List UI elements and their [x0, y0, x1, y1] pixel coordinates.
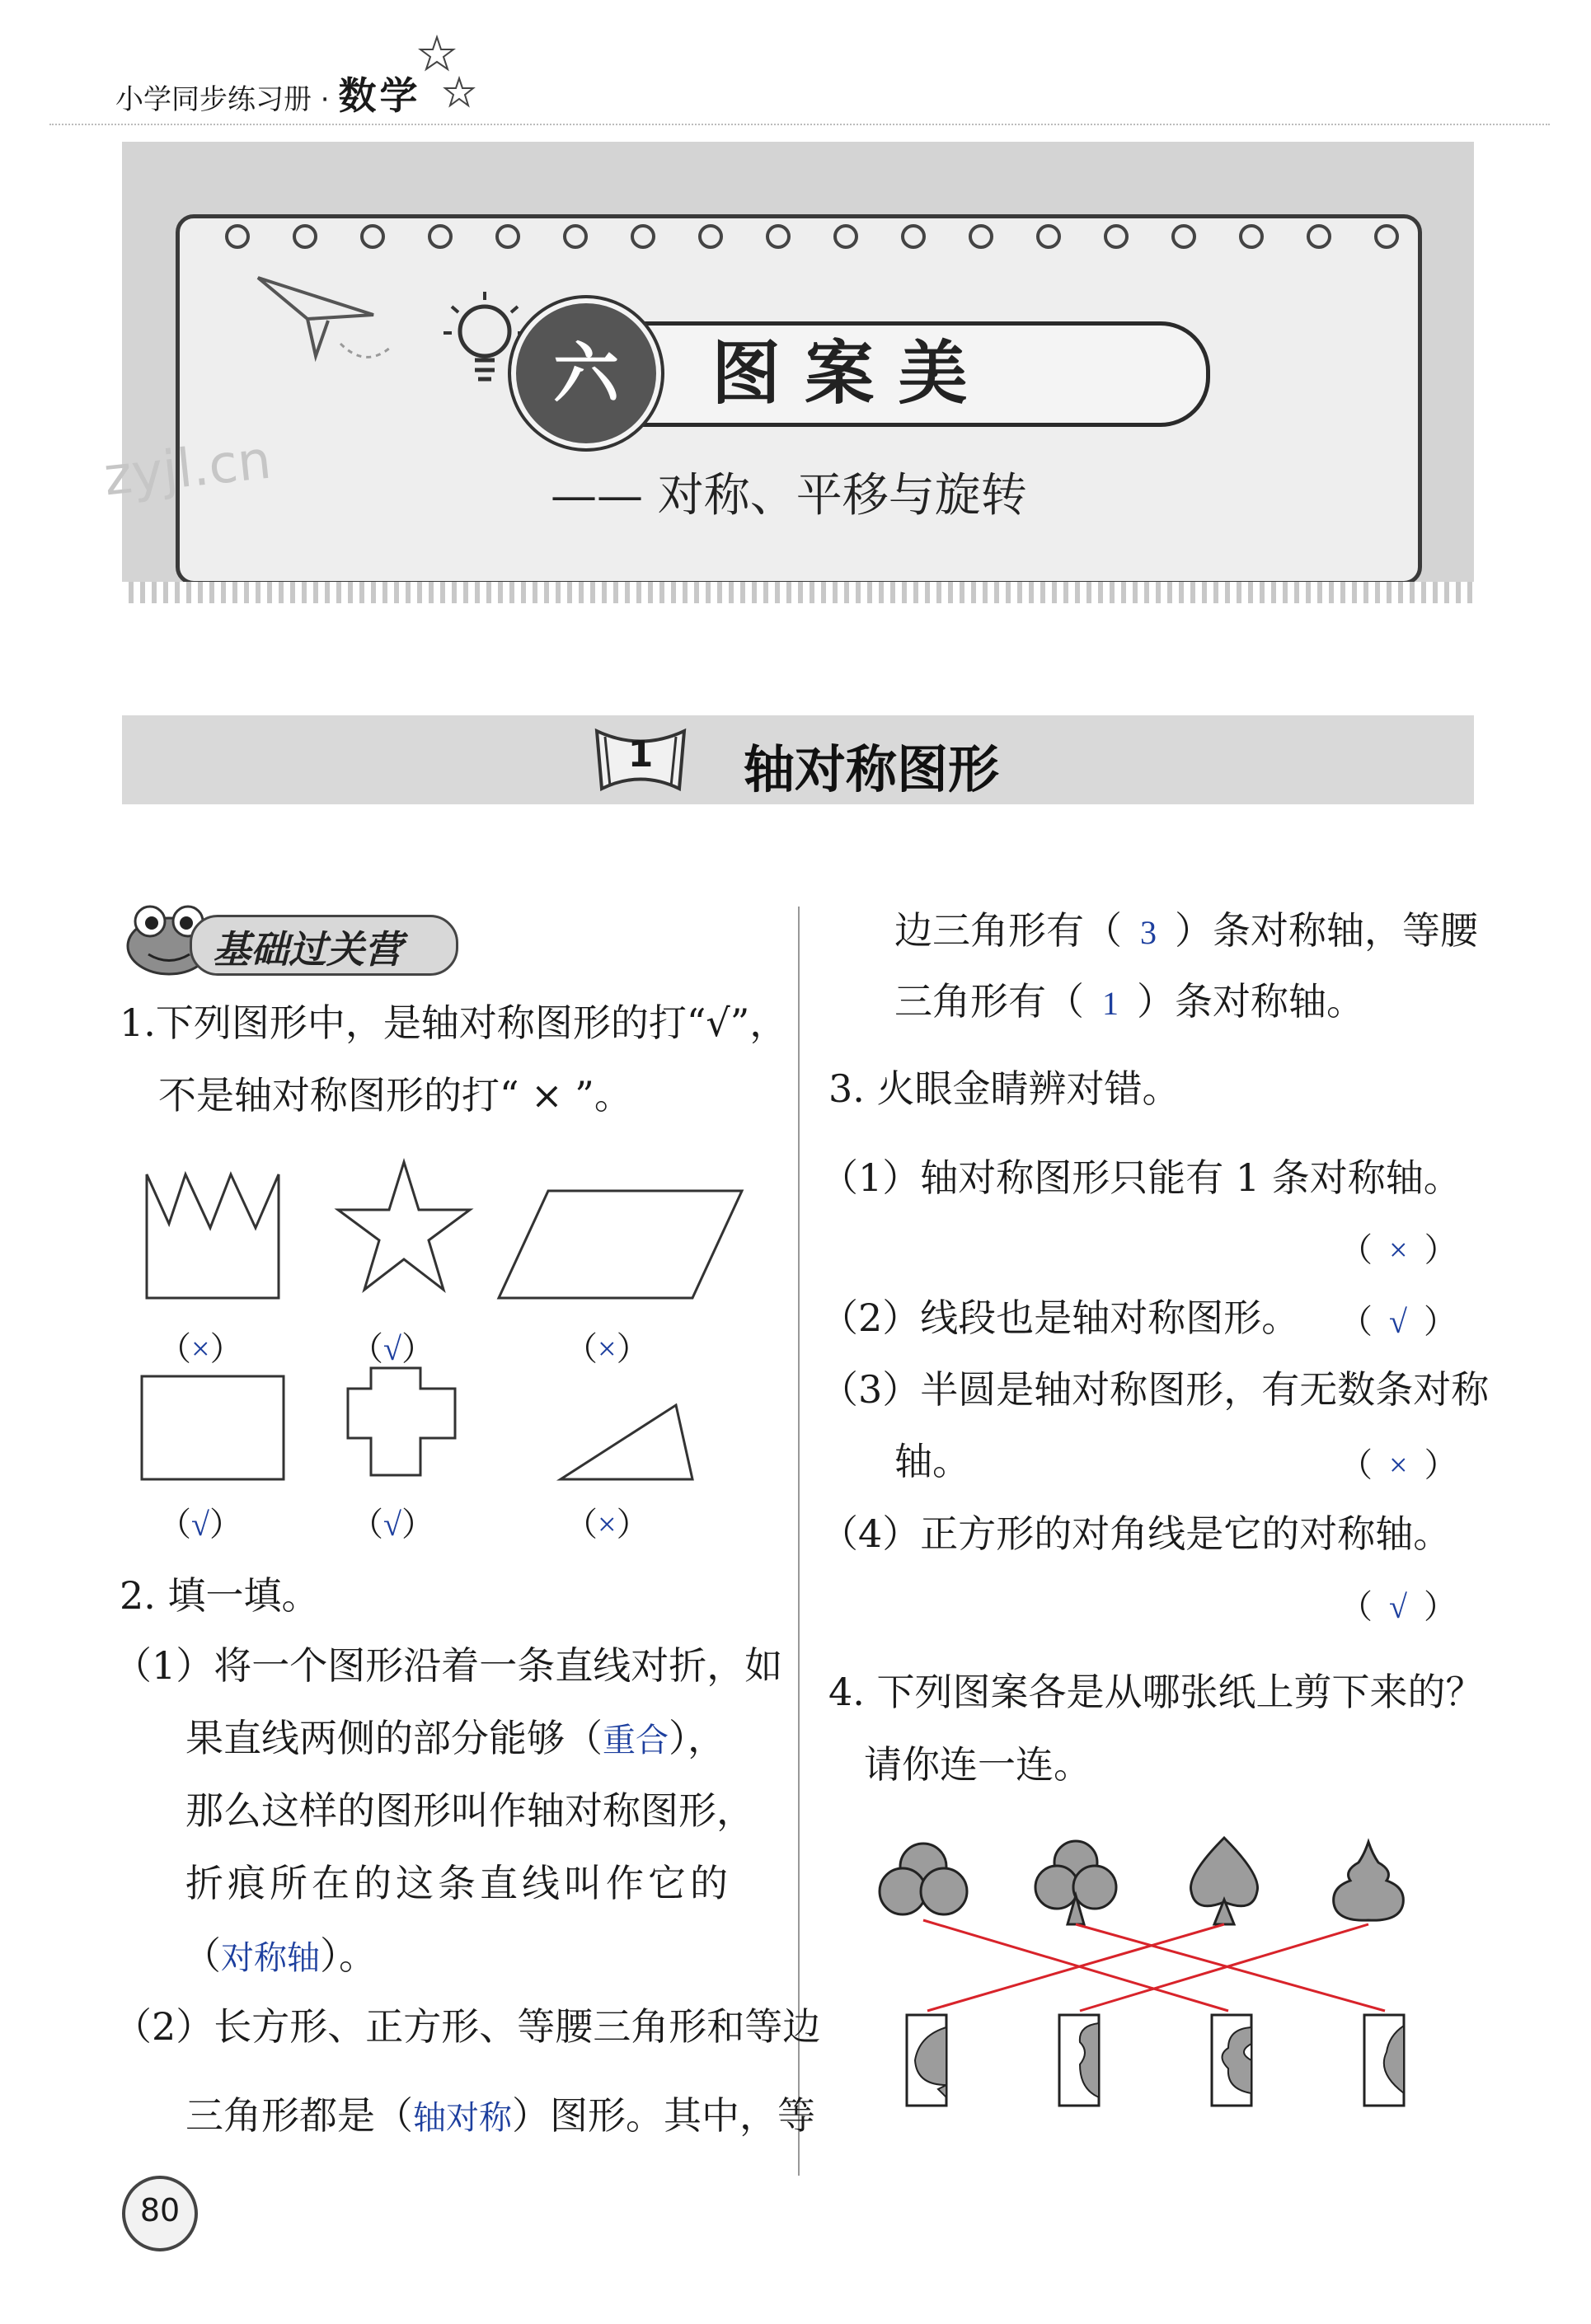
- q4-line1: 4. 下列图案各是从哪张纸上剪下来的？: [828, 1670, 1484, 1714]
- matching-lines: [923, 1920, 1385, 2011]
- q3-answer-4: （ √ ）: [1340, 1588, 1457, 1626]
- q1-answer-2: （√）: [350, 1330, 434, 1368]
- q2-p1-line5: （对称轴）。: [183, 1933, 377, 1978]
- banner-bottom-edge: [122, 582, 1474, 603]
- parallelogram-shape: [499, 1191, 742, 1298]
- q3-title: 3. 火眼金睛辨对错。: [828, 1066, 1180, 1111]
- q2-p1-line2: 果直线两侧的部分能够（重合），: [185, 1716, 725, 1760]
- q2-p1-line1: （1）将一个图形沿着一条直线对折，如: [114, 1643, 783, 1688]
- q1-answer-5: （√）: [350, 1506, 434, 1544]
- star-icon: [416, 33, 482, 115]
- badge-label: 基础过关营: [213, 927, 402, 972]
- paper-plane-icon: [250, 269, 398, 368]
- q2-p2-line4: 三角形有（ 1 ）条对称轴。: [894, 979, 1364, 1024]
- gourd-pattern: [1334, 1842, 1404, 1920]
- chapter-title: 图 案 美: [711, 332, 968, 414]
- q2-p1-line3: 那么这样的图形叫作轴对称图形，: [185, 1788, 754, 1833]
- chapter-banner: [101, 142, 1474, 603]
- spade-pattern: [1191, 1838, 1258, 1924]
- q2-title: 2. 填一填。: [120, 1573, 320, 1618]
- q2-p2-line2: 三角形都是（轴对称）图形。其中，等: [185, 2093, 815, 2138]
- q1-answer-1: （×）: [158, 1330, 243, 1368]
- q1-answer-3: （×）: [565, 1330, 650, 1368]
- club-pattern: [1035, 1841, 1116, 1924]
- q2-p1-line4: 折痕所在的这条直线叫作它的: [185, 1861, 732, 1905]
- rectangle-shape: [142, 1376, 284, 1479]
- q3-item3-cont: 轴。: [894, 1439, 970, 1483]
- q2-p2-line1: （2）长方形、正方形、等腰三角形和等边: [114, 2004, 821, 2049]
- watermark: zyjl.cn: [101, 429, 275, 508]
- chapter-number: 六: [553, 335, 619, 412]
- q3-answer-3: （ × ）: [1340, 1446, 1457, 1484]
- crown-shape: [147, 1174, 279, 1298]
- subject-title: 数学: [338, 73, 421, 118]
- q3-item4: （4）正方形的对角线是它的对称轴。: [820, 1511, 1452, 1556]
- cross-shape: [348, 1368, 455, 1475]
- spiral-rings: [204, 191, 1408, 282]
- book-title: 小学同步练习册 ·: [115, 83, 330, 116]
- q3-item3: （3）半圆是轴对称图形，有无数条对称: [820, 1367, 1490, 1412]
- q1-answer-4: （√）: [158, 1506, 242, 1544]
- q3-item1: （1）轴对称图形只能有 1 条对称轴。: [820, 1155, 1462, 1200]
- book-header: [115, 66, 420, 120]
- section-number: 1: [627, 733, 654, 775]
- header-rule: [49, 124, 1550, 125]
- star-shape: [338, 1162, 470, 1290]
- q1-answer-6: （×）: [565, 1506, 650, 1544]
- triangle-shape: [561, 1405, 692, 1479]
- column-divider: [798, 907, 800, 2176]
- q3-answer-2: （ √ ）: [1340, 1303, 1457, 1341]
- section-title: 轴对称图形: [744, 739, 1000, 799]
- q1-line2: 不是轴对称图形的打“ × ”。: [158, 1073, 632, 1117]
- q1-line1: 1.下列图形中，是轴对称图形的打“√”，: [120, 1000, 788, 1045]
- q4-line2: 请你连一连。: [864, 1742, 1091, 1787]
- q3-item2: （2）线段也是轴对称图形。: [820, 1296, 1300, 1340]
- q2-p2-line3: 边三角形有（ 3 ）条对称轴，等腰: [894, 908, 1478, 953]
- q4-matching-figure: [874, 1813, 1418, 2126]
- chapter-subtitle: —— 对称、平移与旋转: [551, 469, 1027, 522]
- three-leaf-clover-pattern: [880, 1844, 967, 1914]
- q3-answer-1: （ × ）: [1340, 1231, 1457, 1269]
- page-number: 80: [139, 2192, 181, 2228]
